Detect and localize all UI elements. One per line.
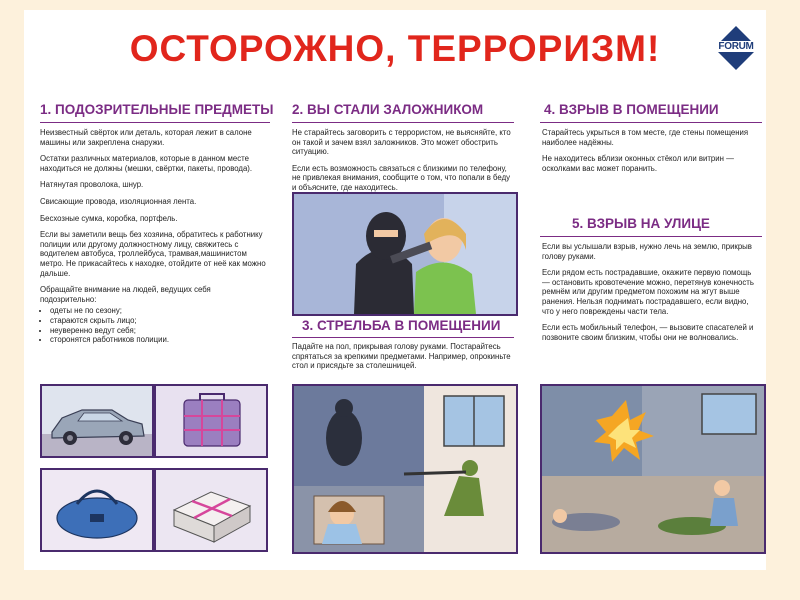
s1-paragraph: Если вы заметили вещь без хозяина, обратитесь к работнику полиции или другому должностному лицу, свяжитесь с водителем автобуса, троллейбуса, трамвая,машинистом метро. Не прикасайтесь к находке, отойдите от неё как можно дальше.: [40, 230, 266, 278]
s1-paragraph: Свисающие провода, изоляционная лента.: [40, 196, 197, 206]
s3-paragraph: Падайте на пол, прикрывая голову руками. Постарайтесь спрятаться за крепкими предметами. Например, опрокиньте стол и присядьте за столешницей.: [292, 342, 511, 371]
section-1-heading: 1. ПОДОЗРИТЕЛЬНЫЕ ПРЕДМЕТЫ: [40, 102, 274, 117]
s5-paragraph: Если рядом есть пострадавшие, окажите первую помощь — остановить кровотечение можно, перетянув конечность ремнём или другим предметом похожим на жгут выше ранения. Нельзя поднимать пострадавшего, если видно, что у него повреждены части тела.: [542, 268, 754, 316]
section-2-heading: 2. ВЫ СТАЛИ ЗАЛОЖНИКОМ: [292, 102, 484, 117]
street-explosion-illustration: [540, 384, 766, 554]
s4-paragraph: Не находитесь вблизи оконных стёкол или витрин — осколками вас может поранить.: [542, 154, 734, 173]
section-5-heading: 5. ВЗРЫВ НА УЛИЦЕ: [572, 216, 710, 231]
section-1-text: [40, 128, 268, 345]
briefcase-icon: [156, 386, 266, 456]
poster-title: ОСТОРОЖНО, ТЕРРОРИЗМ!: [129, 28, 661, 69]
s1-paragraph: Остатки различных материалов, которые в данном месте находиться не должны (мешки, свёртки, пакеты, провода).: [40, 154, 253, 173]
poster: [24, 10, 766, 570]
briefcase-illustration: [154, 384, 268, 458]
bag-icon: [42, 470, 152, 550]
s2-paragraph: Если есть возможность связаться с близкими по телефону, не привлекая внимания, сообщите о том, что попали в беду и объясните, где находитесь.: [292, 163, 511, 192]
s1-bullet: • неуверенно ведут себя;: [50, 326, 268, 336]
s1-bullet: • стараются скрыть лицо;: [50, 316, 268, 326]
s1-bullet-list: [40, 306, 268, 344]
bag-illustration: [40, 468, 154, 552]
section-3-rule: [292, 337, 514, 338]
shooting-scene-icon: [294, 386, 516, 552]
explosion-scene-icon: [542, 386, 764, 552]
section-3-heading: 3. СТРЕЛЬБА В ПОМЕЩЕНИИ: [302, 318, 501, 333]
car-illustration: [40, 384, 154, 458]
s1-paragraph: Неизвестный свёрток или деталь, которая лежит в салоне машины или закреплена снаружи.: [40, 128, 252, 147]
s5-paragraph: Если вы услышали взрыв, нужно лечь на землю, прикрыв голову руками.: [542, 242, 752, 261]
section-3-text: [292, 342, 512, 378]
s4-paragraph: Старайтесь укрыться в том месте, где стены помещения наиболее надёжны.: [542, 128, 749, 147]
forum-logo: [714, 26, 758, 70]
section-1-rule: [40, 122, 270, 123]
package-icon: [156, 470, 266, 550]
hostage-scene-icon: [294, 194, 516, 314]
s1-bullet: • одеты не по сезону;: [50, 306, 268, 316]
s1-paragraph: Бесхозные сумка, коробка, портфель.: [40, 213, 178, 223]
s1-paragraph: Натянутая проволока, шнур.: [40, 180, 144, 190]
section-5-text: [542, 242, 760, 349]
section-5-rule: [540, 236, 762, 237]
s2-paragraph: Не старайтесь заговорить с террористом, не выясняйте, кто он такой и зачем взял заложников. Это может обострить ситуацию.: [292, 128, 511, 157]
section-4-rule: [540, 122, 762, 123]
car-icon: [42, 386, 152, 456]
s1-bullet: • сторонятся работников полиции.: [50, 335, 268, 345]
section-4-heading: 4. ВЗРЫВ В ПОМЕЩЕНИИ: [544, 102, 719, 117]
s1-paragraph: Обращайте внимание на людей, ведущих себя подозрительно:: [40, 285, 211, 304]
section-2-rule: [292, 122, 514, 123]
logo-text: FORUM: [714, 41, 758, 52]
s5-paragraph: Если есть мобильный телефон, — вызовите спасателей и позвоните своим близким, чтобы они не волновались.: [542, 323, 754, 342]
shooting-illustration: [292, 384, 518, 554]
hostage-illustration: [292, 192, 518, 316]
package-illustration: [154, 468, 268, 552]
section-4-text: [542, 128, 760, 180]
section-2-text: [292, 128, 512, 200]
